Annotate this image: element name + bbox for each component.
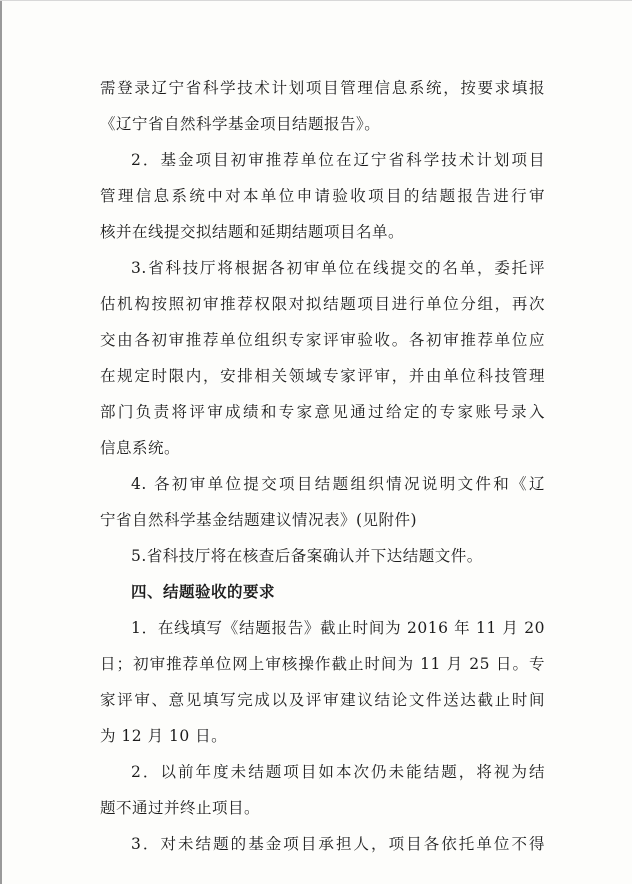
text-line: 管理信息系统中对本单位申请验收项目的结题报告进行审: [100, 187, 545, 205]
text-line: 2．以前年度未结题项目如本次仍未能结题，将视为结: [131, 763, 545, 781]
text-line: 在规定时限内，安排相关领域专家评审，并由单位科技管理: [100, 367, 545, 385]
text-line: 题不通过并终止项目。: [100, 799, 261, 817]
text-line: 需登录辽宁省科学技术计划项目管理信息系统，按要求填报: [100, 79, 545, 97]
text-line: 家评审、意见填写完成以及评审建议结论文件送达截止时间: [100, 691, 545, 709]
text-line: 部门负责将评审成绩和专家意见通过给定的专家账号录入: [100, 403, 545, 421]
page-top-edge: [0, 0, 632, 1]
text-line: 3.省科技厅将根据各初审单位在线提交的名单，委托评: [131, 259, 545, 277]
text-line: 日；初审推荐单位网上审核操作截止时间为 11 月 25 日。专: [100, 655, 545, 673]
text-line: 核并在线提交拟结题和延期结题项目名单。: [100, 223, 405, 241]
text-line: 信息系统。: [100, 439, 181, 457]
document-page: [100, 70, 545, 862]
text-line: 估机构按照初审推荐权限对拟结题项目进行单位分组，再次: [100, 295, 545, 313]
text-line: 2．基金项目初审推荐单位在辽宁省科学技术计划项目: [131, 151, 545, 169]
section-heading: 四、结题验收的要求: [131, 582, 276, 601]
text-line: 3．对未结题的基金项目承担人，项目各依托单位不得: [131, 835, 545, 853]
text-line: 为 12 月 10 日。: [100, 727, 228, 745]
text-line: 1．在线填写《结题报告》截止时间为 2016 年 11 月 20: [131, 619, 545, 637]
text-line: 4. 各初审单位提交项目结题组织情况说明文件和《辽: [131, 475, 545, 493]
page-left-edge: [0, 0, 2, 884]
text-line: 交由各初审推荐单位组织专家评审验收。各初审推荐单位应: [100, 331, 545, 349]
text-line: 5.省科技厅将在核查后备案确认并下达结题文件。: [131, 547, 483, 565]
text-line: 《辽宁省自然科学基金项目结题报告》。: [100, 115, 381, 133]
text-line: 宁省自然科学基金结题建议情况表》(见附件): [100, 511, 418, 529]
